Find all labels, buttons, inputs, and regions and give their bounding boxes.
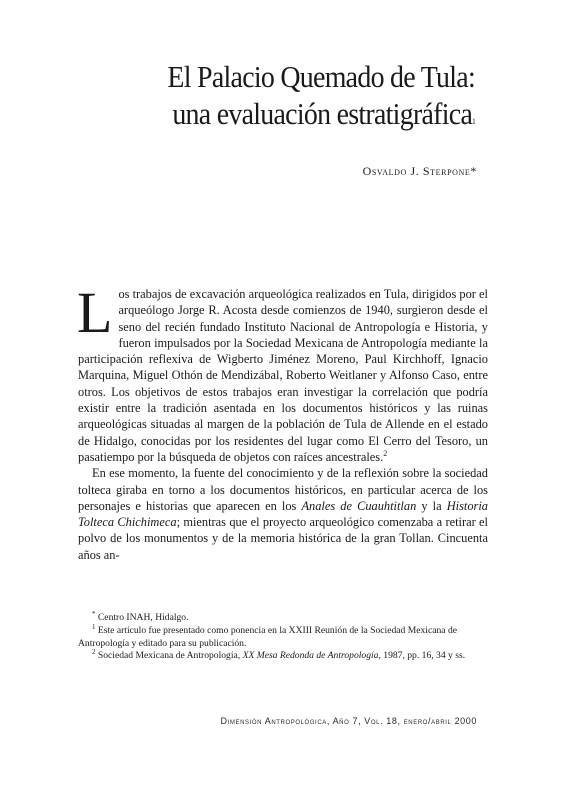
paragraph-2-italic-b: Historia Tolteca Chichimeca (78, 498, 488, 530)
article-title (70, 58, 475, 132)
author-name (363, 164, 477, 179)
paragraph-2-text-b: y la (416, 498, 447, 513)
footnote-2-text-a: Sociedad Mexicana de Antropología, (97, 650, 243, 662)
footnote-1-text: Este artículo fue presentado como ponencia en la XXIII Reunión de la Sociedad Mexicana de Antropología y editado para su publicación. (78, 624, 458, 649)
drop-cap: L (77, 280, 113, 345)
footnote-2-mark: 2 (92, 648, 96, 657)
footnote-star-text: Centro INAH, Hidalgo. (97, 612, 189, 623)
title-line-1: El Palacio Quemado de Tula: (167, 59, 476, 94)
paragraph-2-text-c: ; mientras que el proyecto arqueológico comenzaba a retirar el polvo de los monumentos y de la memoria histórica de la gran Tollan. Cincuenta años an- (78, 515, 489, 562)
paragraph-1-text: os trabajos de excavación arqueológica realizados en Tula, dirigidos por el arqueólogo Jorge R. Acosta desde comienzos de 1940, surgieron desde el seno del recién fundado Instituto Nacional de Antropología e Historia, y fueron impulsados por la Sociedad Mexicana de Antropología mediante la participación reflexiva de Wigberto Jiménez Moreno, Paul Kirchhoff, Ignacio Marquina, Miguel Othón de Mendizábal, Roberto Weitlaner y Alfonso Caso, entre otros. Los objetivos de estos trabajos eran investigar la correlación que podría existir entre la tradición asentada en los documentos históricos y las ruinas arqueológicas situadas al margen de la población de Tula de Allende en el estado de Hidalgo, conocidas por los residentes del lugar como El Cerro del Tesoro, un pasatiempo por la búsqueda de objetos con raíces ancestrales. (78, 287, 488, 464)
paragraph-2-italic-a: Anales de Cuauhtitlan (301, 498, 417, 513)
paragraph-1 (77, 280, 488, 465)
author-footnote-mark[interactable]: * (470, 164, 477, 178)
author-name-text: Osvaldo J. Sterpone (362, 164, 471, 178)
footnote-star-mark: * (92, 609, 96, 618)
paragraph-2 (78, 465, 488, 563)
page-footer: Dimensión Antropológica, Año 7, Vol. 18, enero/abril 2000 (220, 716, 477, 726)
footnote-2-italic: XX Mesa Redonda de Antropología, (242, 650, 381, 662)
article-body (77, 280, 489, 563)
footnote-2 (78, 650, 488, 663)
title-footnote-mark[interactable]: 1 (472, 117, 475, 126)
footnotes (78, 609, 488, 663)
title-line-2-text: una evaluación estratigráfica (172, 96, 473, 131)
paragraph-2-text-a: En ese momento, la fuente del conocimiento y de la reflexión sobre la sociedad tolteca giraba en torno a los documentos históricos, en particular acerca de los personajes e historias que aparecen en los (78, 466, 488, 513)
title-line-2 (111, 95, 476, 132)
footnote-ref-2[interactable]: 2 (383, 448, 388, 458)
footnote-2-text-b: 1987, pp. 16, 34 y ss. (380, 650, 466, 662)
footnote-1 (78, 622, 488, 651)
footnote-1-mark: 1 (92, 622, 96, 631)
footnote-star (78, 609, 488, 625)
